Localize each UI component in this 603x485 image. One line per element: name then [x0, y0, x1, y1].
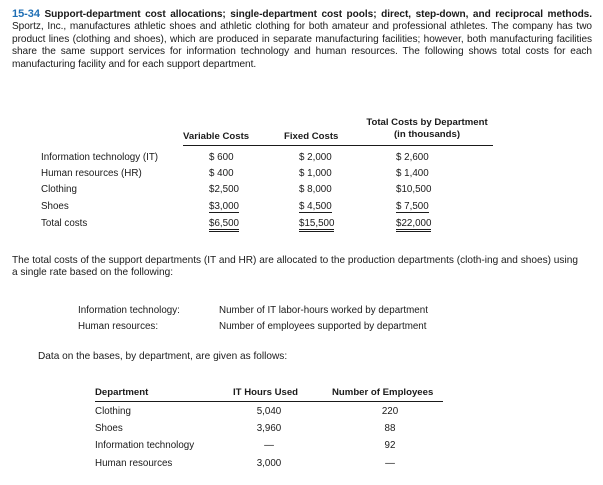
header-variable-costs: Variable Costs: [183, 131, 250, 142]
bases-row-it: 3,960: [256, 423, 282, 434]
header-employees: Number of Employees: [332, 387, 434, 398]
cost-row-total: $10,500: [396, 184, 432, 195]
allocation-text: The total costs of the support departments (IT and HR) are allocated to the production departments (cloth-ing and shoes) using a single rate based on the following:: [12, 255, 578, 279]
cost-row-label: Total costs: [41, 218, 88, 229]
header-department: Department: [95, 387, 149, 398]
header-it-hours: IT Hours Used: [233, 387, 299, 398]
cost-row-variable: $2,500: [209, 184, 239, 195]
basis-label: Information technology:: [78, 305, 180, 316]
cost-row-fixed: $15,500: [299, 218, 334, 232]
cost-row-variable: $ 600: [209, 152, 234, 163]
bases-row-emp: 92: [384, 440, 396, 451]
header-fixed-costs: Fixed Costs: [284, 131, 339, 142]
cost-row-label: Information technology (IT): [41, 152, 159, 163]
bases-row-emp: 220: [381, 406, 399, 417]
cost-row-variable: $6,500: [209, 218, 239, 232]
bases-table-header-rule: [95, 401, 443, 402]
cost-row-total: $ 1,400: [396, 168, 429, 179]
cost-table-header-rule: [183, 145, 493, 146]
basis-label: Human resources:: [78, 321, 159, 332]
cost-row-fixed: $ 1,000: [299, 168, 332, 179]
problem-statement: [12, 8, 592, 71]
cost-row-fixed: $ 2,000: [299, 152, 332, 163]
problem-number: 15-34: [12, 8, 40, 20]
basis-value: Number of employees supported by department: [219, 321, 427, 332]
cost-row-variable: $3,000: [209, 201, 239, 212]
cost-row-label: Clothing: [41, 184, 77, 195]
cost-row-variable: $ 400: [209, 168, 234, 179]
bases-row-dept: Human resources: [95, 458, 173, 469]
bases-row-dept: Clothing: [95, 406, 131, 417]
bases-row-it: 5,040: [256, 406, 282, 417]
bases-row-emp: 88: [384, 423, 396, 434]
cost-row-total: $22,000: [396, 218, 431, 232]
cost-row-fixed: $ 4,500: [299, 201, 332, 212]
problem-text: Sportz, Inc., manufactures athletic shoes and athletic clothing for both amateur and professional athletes. The company has two product lines (clothing and shoes), which are produced in separate manufacturing facilities; however, both manufacturing facilities share the same support services for information technology and human resources. The following shows total costs for each manufacturing facility and for each support department.: [12, 21, 592, 70]
cost-row-total: $ 2,600: [396, 152, 429, 163]
basis-value: Number of IT labor-hours worked by department: [219, 305, 428, 316]
cost-row-label: Human resources (HR): [41, 168, 142, 179]
header-in-thousands: (in thousands): [393, 129, 461, 140]
bases-row-it: —: [264, 440, 274, 451]
problem-title: Support-department cost allocations; single-department cost pools; direct, step-down, and reciprocal methods.: [44, 9, 592, 20]
data-intro: Data on the bases, by department, are given as follows:: [38, 351, 288, 362]
cost-row-total: $ 7,500: [396, 201, 429, 212]
bases-row-dept: Shoes: [95, 423, 123, 434]
bases-row-it: 3,000: [256, 458, 282, 469]
cost-row-fixed: $ 8,000: [299, 184, 332, 195]
bases-row-dept: Information technology: [95, 440, 195, 451]
header-total-costs: Total Costs by Department: [366, 117, 488, 128]
bases-row-emp: —: [385, 458, 395, 469]
cost-row-label: Shoes: [41, 201, 69, 212]
